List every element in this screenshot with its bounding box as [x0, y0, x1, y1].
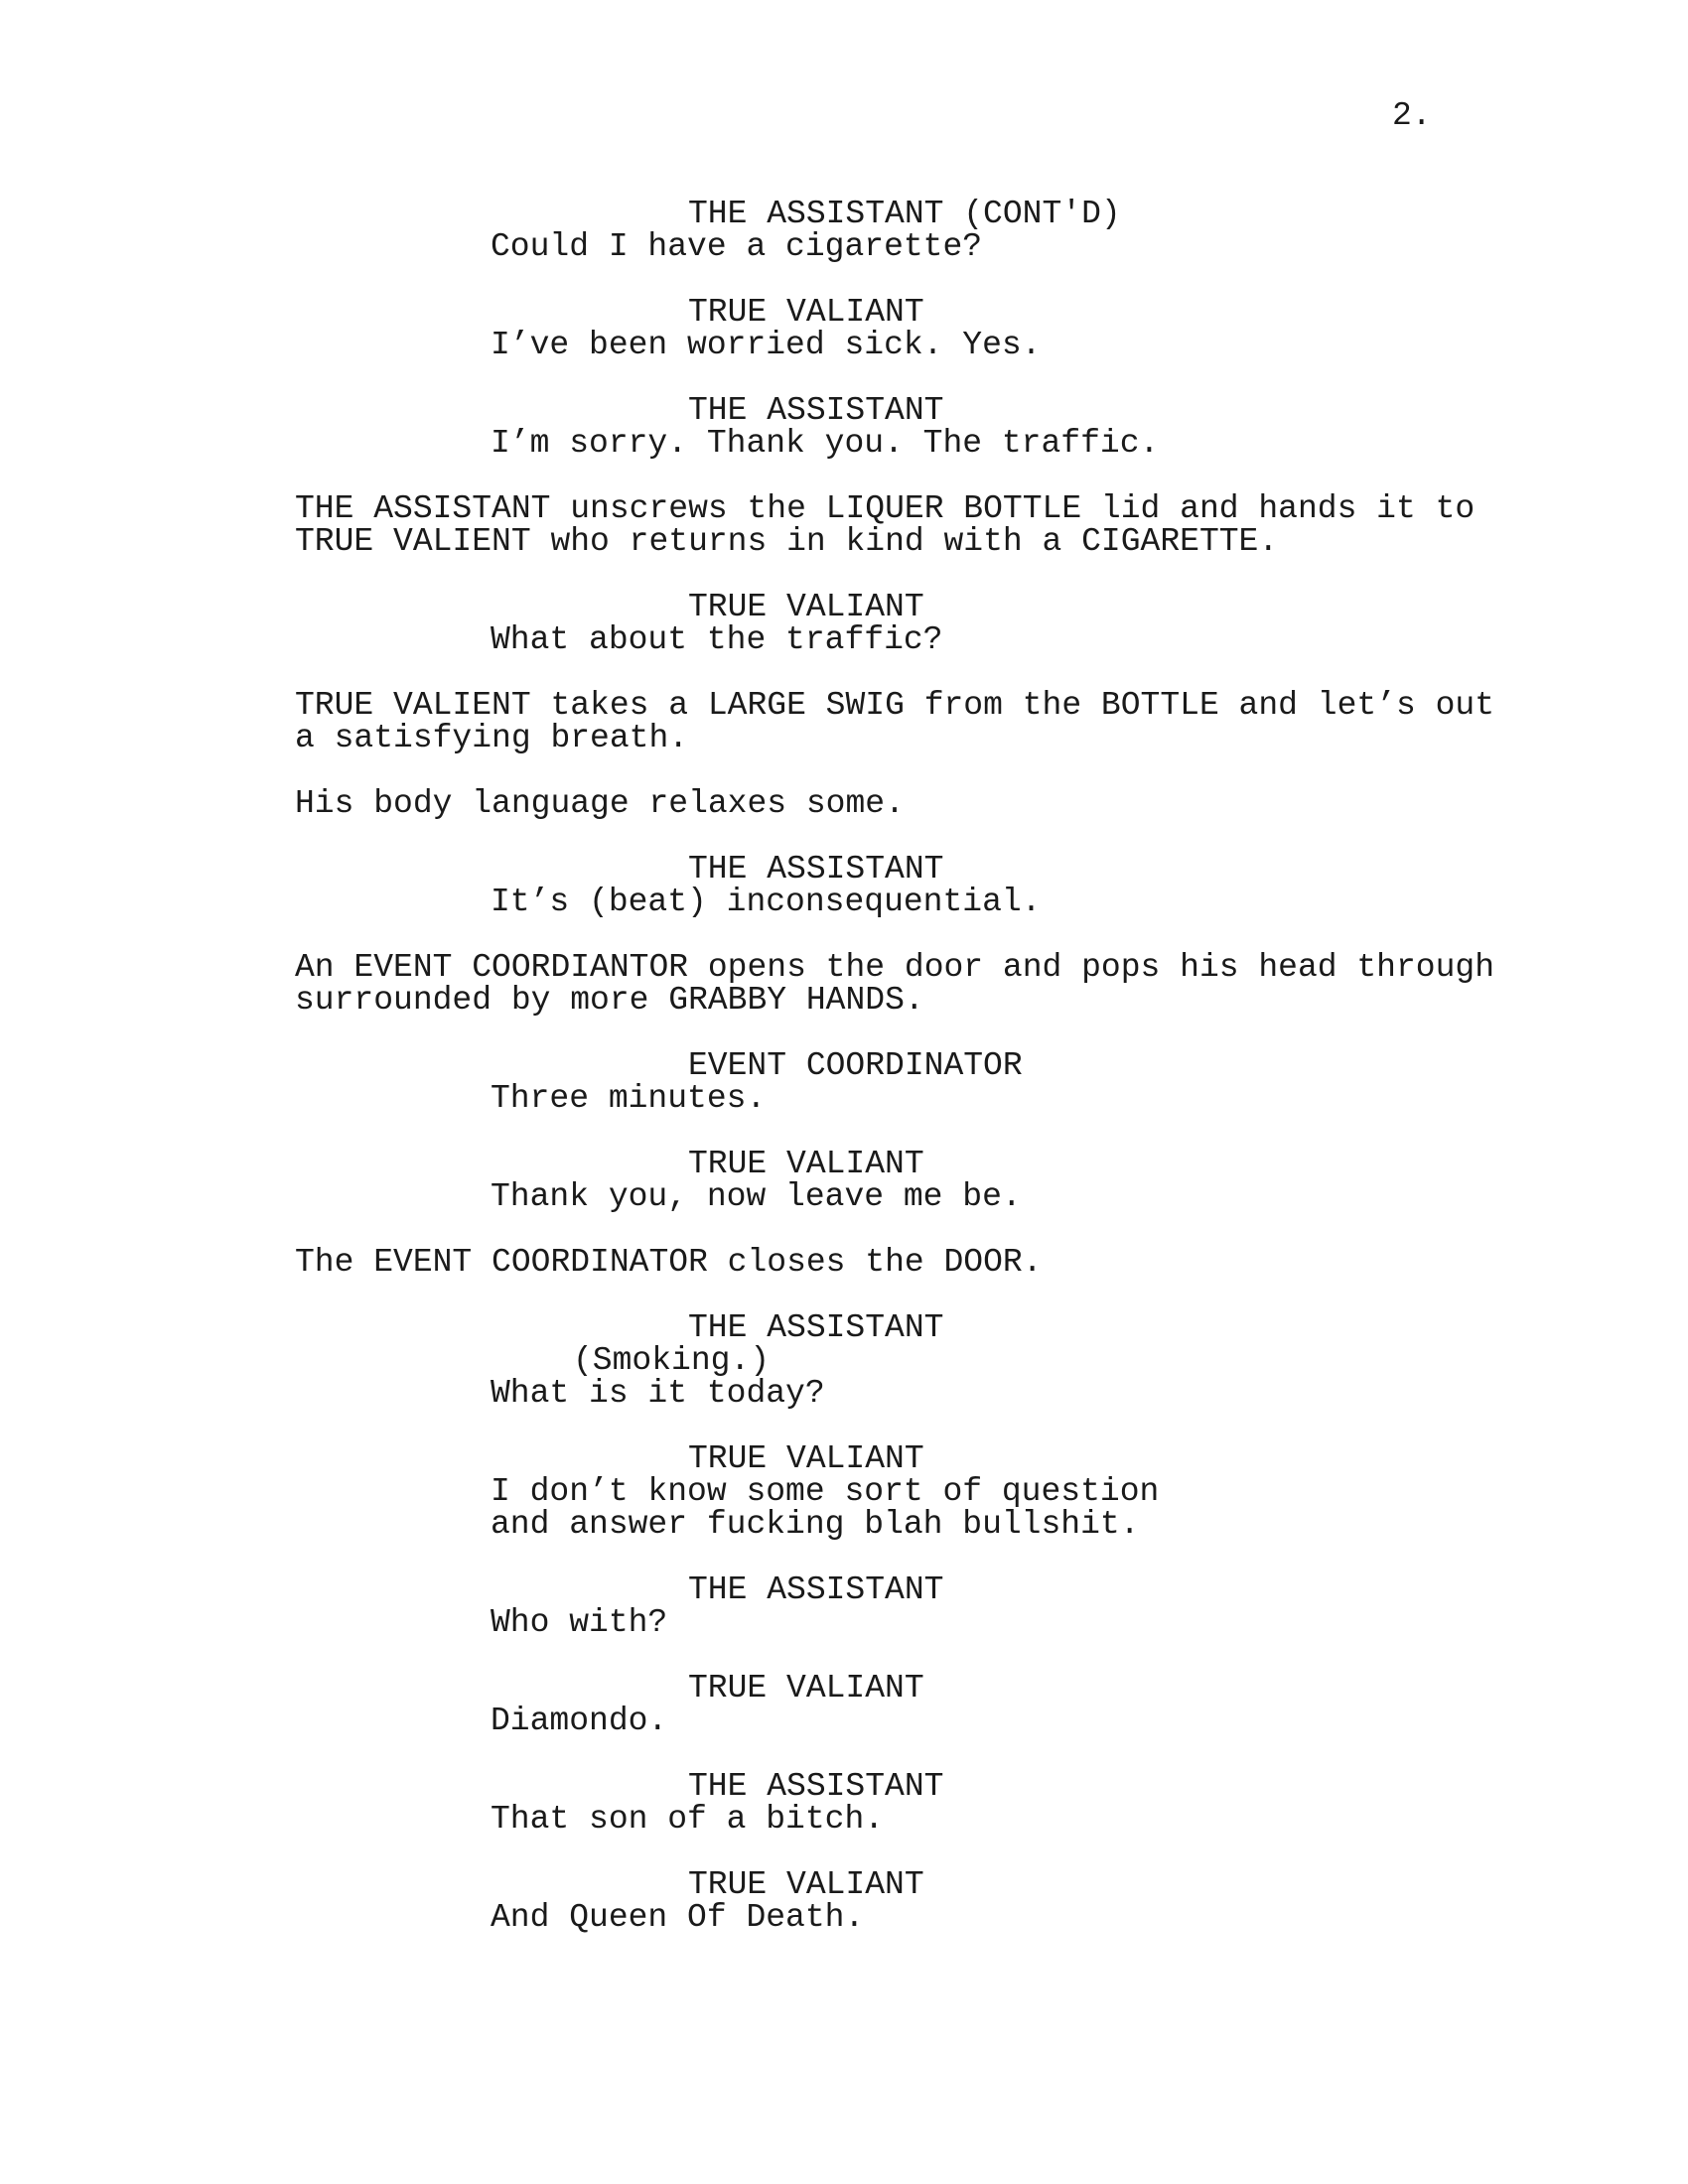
dialogue-line: I’ve been worried sick. Yes.: [491, 327, 1042, 363]
character-name: THE ASSISTANT: [688, 1571, 944, 1608]
character-name: TRUE VALIANT: [688, 294, 924, 331]
character-name: THE ASSISTANT: [688, 851, 944, 887]
dialogue-line: What about the traffic?: [491, 621, 943, 658]
dialogue-line: I don’t know some sort of question: [491, 1473, 1160, 1510]
character-name: THE ASSISTANT: [688, 1768, 944, 1805]
character-name: THE ASSISTANT: [688, 392, 944, 429]
dialogue-line: Three minutes.: [491, 1080, 767, 1117]
dialogue-line: Could I have a cigarette?: [491, 228, 983, 265]
action-line: surrounded by more GRABBY HANDS.: [295, 982, 924, 1019]
character-name: THE ASSISTANT: [688, 1309, 944, 1346]
character-name: TRUE VALIANT: [688, 1440, 924, 1477]
action-line: TRUE VALIENT who returns in kind with a CIGARETTE.: [295, 523, 1279, 560]
dialogue-line: That son of a bitch.: [491, 1801, 885, 1838]
action-line: a satisfying breath.: [295, 720, 689, 756]
dialogue-line: What is it today?: [491, 1375, 825, 1412]
dialogue-line: I’m sorry. Thank you. The traffic.: [491, 425, 1160, 462]
character-name: THE ASSISTANT (CONT'D): [688, 196, 1121, 232]
action-line: TRUE VALIENT takes a LARGE SWIG from the BOTTLE and let’s out: [295, 687, 1494, 724]
character-name: TRUE VALIANT: [688, 1146, 924, 1182]
parenthetical: (Smoking.): [573, 1342, 771, 1379]
dialogue-line: And Queen Of Death.: [491, 1899, 865, 1936]
page-number: 2.: [1392, 97, 1432, 134]
character-name: TRUE VALIANT: [688, 1670, 924, 1706]
dialogue-line: It’s (beat) inconsequential.: [491, 884, 1042, 920]
character-name: EVENT COORDINATOR: [688, 1047, 1023, 1084]
action-line: His body language relaxes some.: [295, 785, 905, 822]
dialogue-line: Thank you, now leave me be.: [491, 1178, 1022, 1215]
dialogue-line: Who with?: [491, 1604, 668, 1641]
action-line: THE ASSISTANT unscrews the LIQUER BOTTLE lid and hands it to: [295, 490, 1476, 527]
character-name: TRUE VALIANT: [688, 589, 924, 625]
dialogue-line: Diamondo.: [491, 1703, 668, 1739]
action-line: The EVENT COORDINATOR closes the DOOR.: [295, 1244, 1043, 1281]
dialogue-line: and answer fucking blah bullshit.: [491, 1506, 1140, 1543]
action-line: An EVENT COORDIANTOR opens the door and pops his head through: [295, 949, 1494, 986]
character-name: TRUE VALIANT: [688, 1866, 924, 1903]
